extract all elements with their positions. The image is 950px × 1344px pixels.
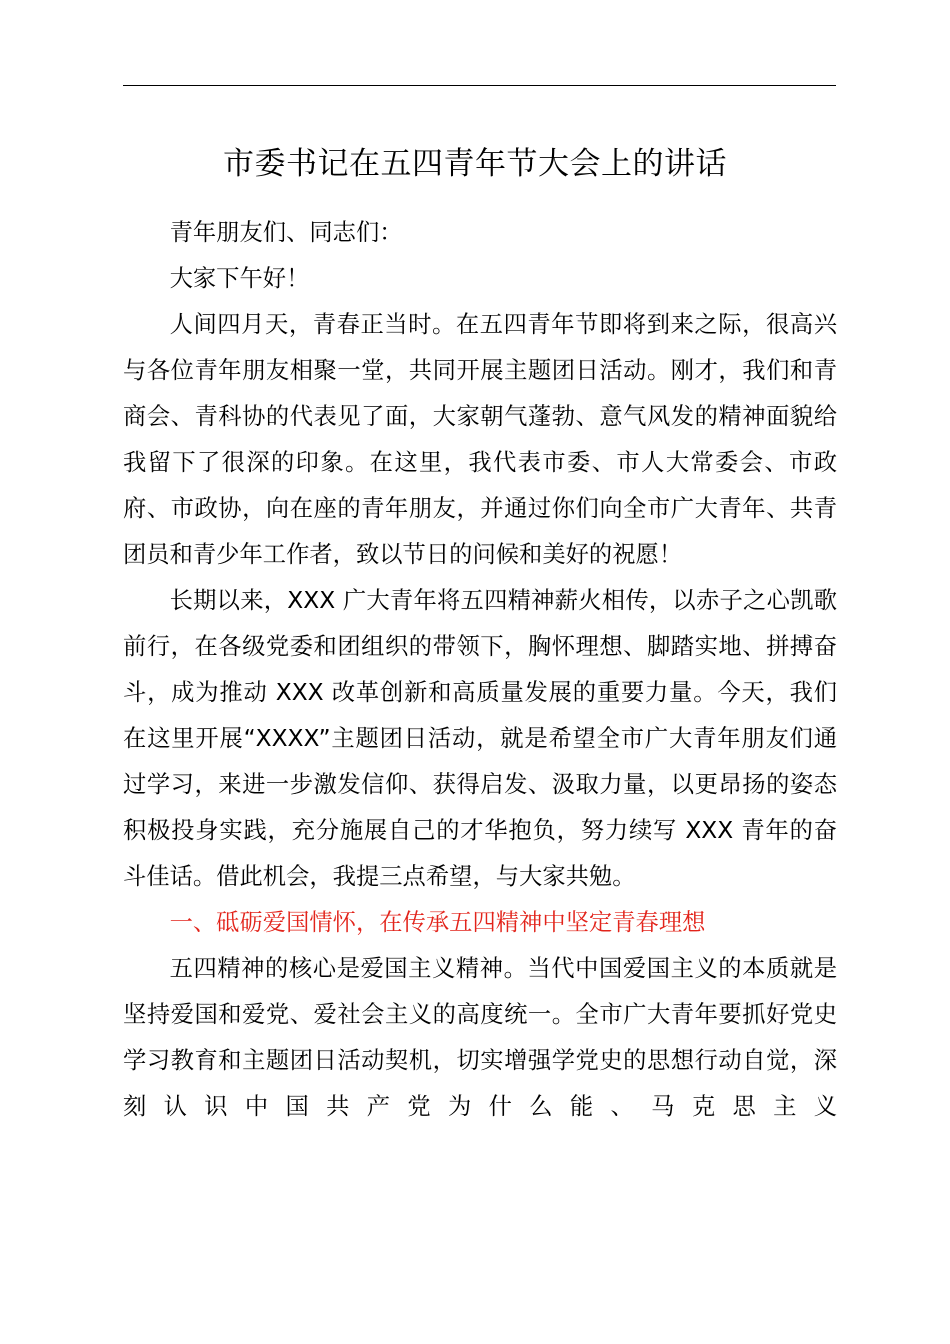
salutation: 青年朋友们、同志们： (169, 219, 403, 246)
document-title: 市委书记在五四青年节大会上的讲话 (223, 146, 727, 182)
section-paragraph: 五四精神的核心是爱国主义精神。当代中国爱国主义的本质就是坚持爱国和爱党、爱社会主义的高度统一。全市广大青年要抓好党史学习教育和主题团日活动契机，切实增强学党史的思想行动自觉，深刻认识中国共产党为什么能、马克思主义 (123, 955, 837, 1120)
paragraph-opening: 人间四月天，青春正当时。在五四青年节即将到来之际，很高兴与各位青年朋友相聚一堂，共同开展主题团日活动。刚才，我们和青商会、青科协的代表见了面，大家朝气蓬勃、意气风发的精神面貌给我留下了很深的印象。在这里，我代表市委、市人大常委会、市政府、市政协，向在座的青年朋友，并通过你们向全市广大青年、共青团员和青少年工作者，致以节日的问候和美好的祝愿！ (123, 311, 837, 568)
greeting: 大家下午好！ (169, 265, 310, 292)
section-heading: 一、砥砺爱国情怀，在传承五四精神中坚定青春理想 (169, 909, 706, 936)
document-body (123, 210, 837, 1130)
header-rule (123, 85, 836, 86)
paragraph-expectations: 长期以来，XXX 广大青年将五四精神薪火相传，以赤子之心凯歌前行，在各级党委和团组织的带领下，胸怀理想、脚踏实地、拼搏奋斗，成为推动 XXX 改革创新和高质量发展的重要力量。今天，我们在这里开展“XXXX”主题团日活动，就是希望全市广大青年朋友们通过学习，来进一步激发信仰、获得启发、汲取力量，以更昂扬的姿态积极投身实践，充分施展自己的才华抱负，努力续写 XXX 青年的奋斗佳话。借此机会，我提三点希望，与大家共勉。 (123, 587, 837, 890)
